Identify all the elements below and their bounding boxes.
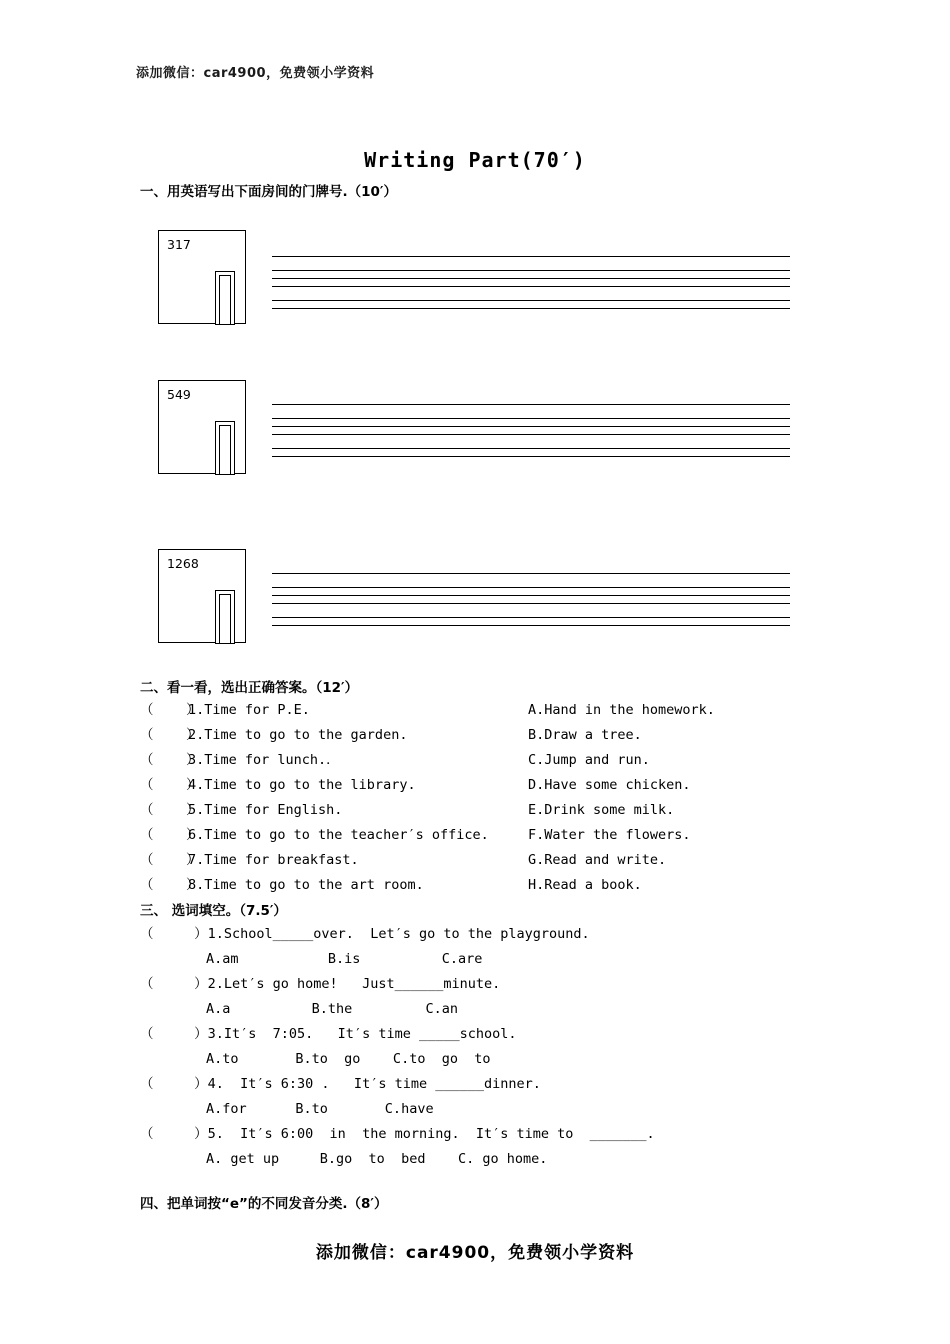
match-left-text: 3.Time for lunch.．: [188, 752, 340, 768]
section-1-heading: 一、用英语写出下面房间的门牌号.（10′）: [140, 184, 397, 200]
fill-options[interactable]: A.to B.to go C.to go to: [206, 1051, 491, 1067]
match-row[interactable]: [140, 873, 715, 898]
write-line[interactable]: [272, 456, 790, 457]
page-title: Writing Part(70′): [364, 148, 586, 172]
door-shape-1: [215, 271, 235, 325]
match-right-text: H.Read a book.: [528, 877, 642, 893]
writing-lines-1: [272, 256, 790, 309]
fill-question[interactable]: （ ）5. It′s 6:00 in the morning. It′s time to _______.: [140, 1126, 655, 1142]
match-left-text: 7.Time for breakfast.: [188, 852, 359, 868]
fill-options[interactable]: A.for B.to C.have: [206, 1101, 434, 1117]
fill-question[interactable]: （ ）3.It′s 7:05. It′s time _____school.: [140, 1026, 517, 1042]
section-4-heading: 四、把单词按“e”的不同发音分类.（8′）: [140, 1196, 388, 1212]
fill-question[interactable]: （ ）2.Let′s go home! Just______minute.: [140, 976, 501, 992]
section-3-heading: 三、 选词填空。（7.5′）: [140, 903, 287, 919]
match-right-text: B.Draw a tree.: [528, 727, 642, 743]
answer-blank[interactable]: （ ）: [140, 777, 200, 793]
door-box-1: [158, 230, 246, 324]
match-right-text: E.Drink some milk.: [528, 802, 675, 818]
fill-question[interactable]: （ ）4. It′s 6:30 . It′s time ______dinner.: [140, 1076, 541, 1092]
match-right-text: F.Water the flowers.: [528, 827, 691, 843]
match-row[interactable]: [140, 823, 715, 848]
door-number-1: 317: [167, 237, 191, 252]
fill-options[interactable]: A.am B.is C.are: [206, 951, 483, 967]
door-number-3: 1268: [167, 556, 199, 571]
match-right-text: D.Have some chicken.: [528, 777, 691, 793]
match-left-text: 6.Time to go to the teacher′s office.: [188, 827, 489, 843]
match-right-text: A.Hand in the homework.: [528, 702, 715, 718]
answer-blank[interactable]: （ ）: [140, 802, 200, 818]
match-row[interactable]: [140, 748, 715, 773]
answer-blank[interactable]: （ ）: [140, 727, 200, 743]
door-shape-2: [215, 421, 235, 475]
fill-in-blank-list: [140, 922, 655, 1172]
answer-blank[interactable]: （ ）: [140, 852, 200, 868]
match-row[interactable]: [140, 723, 715, 748]
match-left-text: 5.Time for English.: [188, 802, 343, 818]
match-row[interactable]: [140, 848, 715, 873]
door-box-3: [158, 549, 246, 643]
fill-question[interactable]: （ ）1.School_____over. Let′s go to the playground.: [140, 926, 590, 942]
door-shape-3: [215, 590, 235, 644]
fill-options[interactable]: A.a B.the C.an: [206, 1001, 458, 1017]
matching-list: [140, 698, 715, 898]
match-left-text: 4.Time to go to the library.: [188, 777, 416, 793]
match-right-text: C.Jump and run.: [528, 752, 650, 768]
door-box-2: [158, 380, 246, 474]
writing-lines-3: [272, 573, 790, 626]
match-row[interactable]: [140, 773, 715, 798]
match-left-text: 2.Time to go to the garden.: [188, 727, 408, 743]
answer-blank[interactable]: （ ）: [140, 702, 200, 718]
watermark-bottom: 添加微信：car4900，免费领小学资料: [315, 1243, 635, 1263]
match-left-text: 1.Time for P.E.: [188, 702, 310, 718]
answer-blank[interactable]: （ ）: [140, 752, 200, 768]
fill-options[interactable]: A. get up B.go to bed C. go home.: [206, 1151, 548, 1167]
door-number-2: 549: [167, 387, 191, 402]
answer-blank[interactable]: （ ）: [140, 827, 200, 843]
writing-lines-2: [272, 404, 790, 457]
answer-blank[interactable]: （ ）: [140, 877, 200, 893]
watermark-top: 添加微信：car4900，免费领小学资料: [136, 66, 375, 81]
match-row[interactable]: [140, 698, 715, 723]
match-right-text: G.Read and write.: [528, 852, 667, 868]
write-line[interactable]: [272, 308, 790, 309]
section-2-heading: 二、看一看，选出正确答案。（12′）: [140, 680, 359, 696]
match-row[interactable]: [140, 798, 715, 823]
match-left-text: 8.Time to go to the art room.: [188, 877, 424, 893]
write-line[interactable]: [272, 625, 790, 626]
